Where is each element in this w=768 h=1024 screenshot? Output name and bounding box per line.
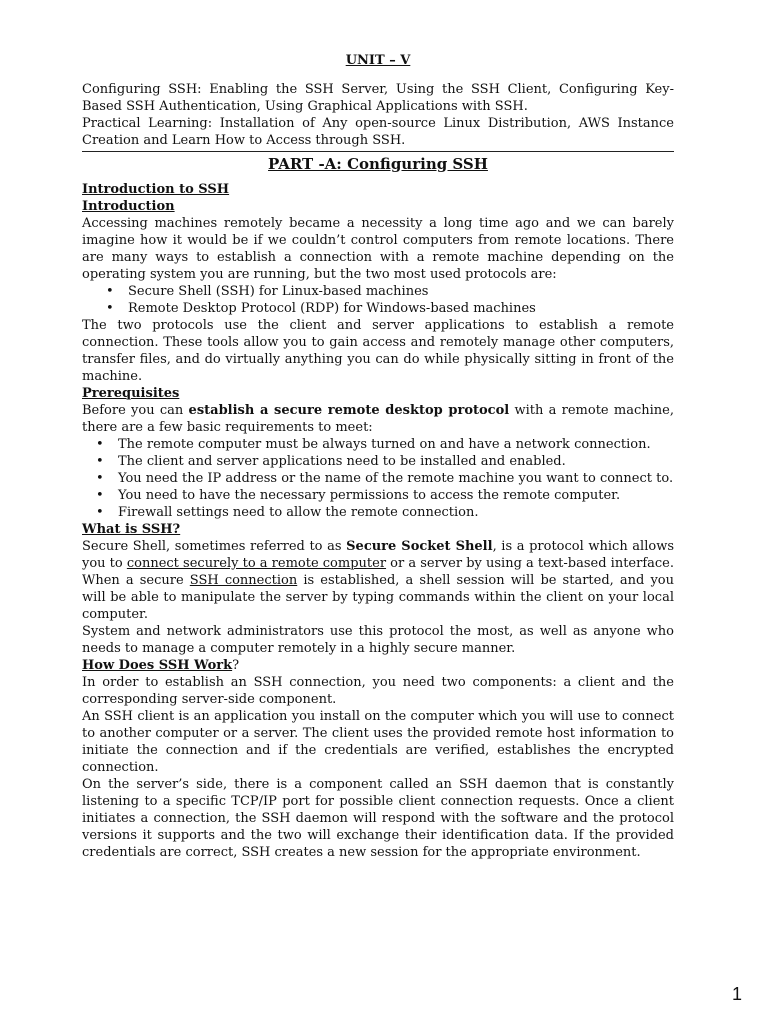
intro-paragraph-2: The two protocols use the client and server applications to establish a remote connection. These tools allow you to gain access and remotely manage other computers, transfer files, and do virtually anything you can do while physically sitting in front of the machine. [82, 318, 674, 384]
list-item: • You need to have the necessary permissions to access the remote computer. [82, 487, 674, 504]
syllabus-line-1: Configuring SSH: Enabling the SSH Server, Using the SSH Client, Configuring Key-Based SSH Authentication, Using Graphical Applications with SSH. [82, 82, 674, 114]
page-number: 1 [732, 984, 743, 1004]
how-paragraph-3: On the server’s side, there is a component called an SSH daemon that is constantly listening to a specific TCP/IP port for possible client connection requests. Once a client initiates a connection, the SSH daemon will respond with the software and the protocol versions it supports and the two will exchange their identification data. If the provided credentials are correct, SSH creates a new session for the appropriate environment. [82, 777, 674, 860]
page-content [82, 52, 674, 861]
how-paragraph-2: An SSH client is an application you install on the computer which you will use to connect to another computer or a server. The client uses the provided remote host information to initiate the connection and if the credentials are verified, establishes the encrypted connection. [82, 709, 674, 775]
what-paragraph-1: Secure Shell, sometimes referred to as Secure Socket Shell, is a protocol which allows you to connect securely to a remote computer or a server by using a text-based interface. [82, 539, 674, 571]
what-paragraph-2: When a secure SSH connection is established, a shell session will be started, and you will be able to manipulate the server by typing commands within the client on your local computer. [82, 573, 674, 622]
unit-title: UNIT – V [345, 53, 411, 68]
heading-introduction-to-ssh: Introduction to SSH [82, 182, 230, 197]
connect-securely-link[interactable]: connect securely to a remote computer [126, 556, 387, 571]
section-divider [82, 151, 674, 152]
syllabus-line-2: Practical Learning: Installation of Any open-source Linux Distribution, AWS Instance Creation and Learn How to Access through SSH. [82, 116, 674, 148]
intro-paragraph: Accessing machines remotely became a necessity a long time ago and we can barely imagine how it would be if we couldn’t control computers from remote locations. There are many ways to establish a connection with a remote machine depending on the operating system you are running, but the two most used protocols are: [82, 216, 674, 282]
list-item: • Remote Desktop Protocol (RDP) for Windows-based machines [82, 300, 674, 317]
bold-phrase: establish a secure remote desktop protocol [188, 403, 510, 418]
prereq-paragraph: Before you can establish a secure remote desktop protocol with a remote machine, there are a few basic requirements to meet: [82, 403, 674, 435]
how-paragraph-1: In order to establish an SSH connection, you need two components: a client and the corresponding server-side component. [82, 675, 674, 707]
ssh-connection-link[interactable]: SSH connection [189, 573, 298, 588]
list-item: • Secure Shell (SSH) for Linux-based machines [82, 283, 674, 300]
bold-term: Secure Socket Shell [346, 539, 493, 554]
heading-introduction: Introduction [82, 199, 175, 214]
list-item: • Firewall settings need to allow the remote connection. [82, 504, 674, 521]
list-item: • The client and server applications need to be installed and enabled. [82, 453, 674, 470]
protocol-list [82, 283, 674, 317]
heading-what-is-ssh: What is SSH? [82, 522, 181, 537]
list-item: • You need the IP address or the name of the remote machine you want to connect to. [82, 470, 674, 487]
what-paragraph-3: System and network administrators use this protocol the most, as well as anyone who needs to manage a computer remotely in a highly secure manner. [82, 624, 674, 656]
heading-prerequisites: Prerequisites [82, 386, 180, 401]
requirements-list [82, 436, 674, 521]
list-item: • The remote computer must be always turned on and have a network connection. [82, 436, 674, 453]
heading-how-ssh-works: How Does SSH Work? [82, 658, 240, 673]
part-title: PART -A: Configuring SSH [268, 155, 488, 173]
